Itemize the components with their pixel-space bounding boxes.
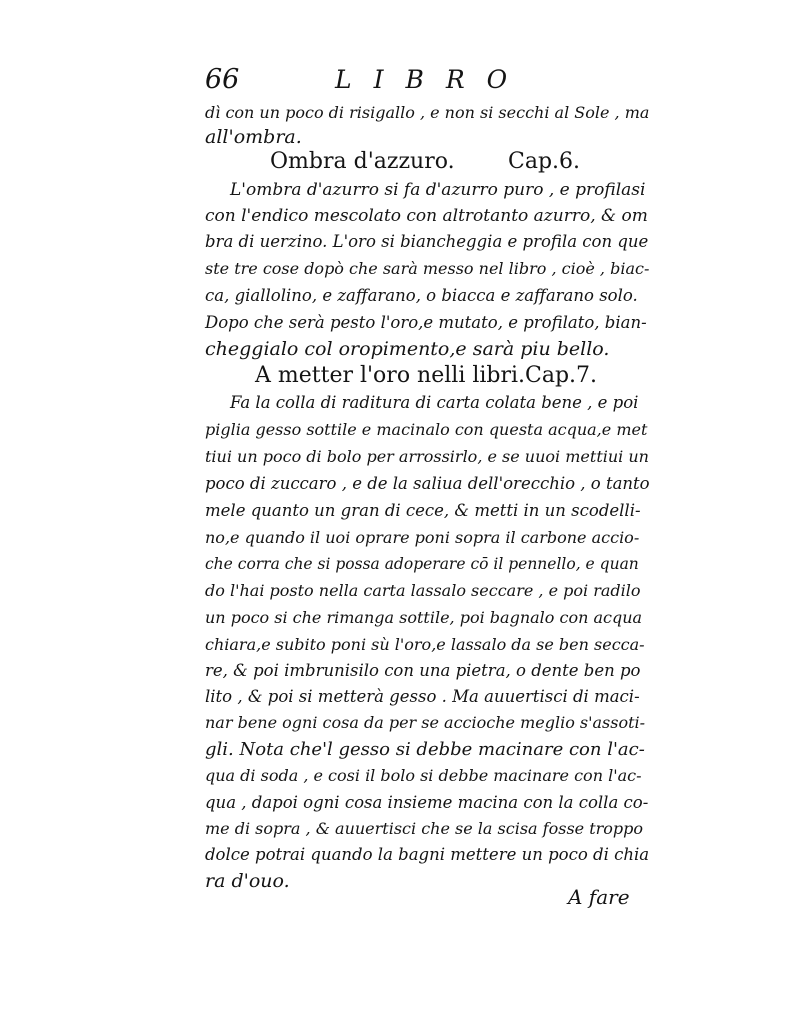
chapter-heading	[255, 362, 598, 390]
text-line: che corra che si possa adoperare cō il pennello, e quan	[205, 555, 639, 573]
text-line: ca, giallolino, e zaffarano, o biacca e zaffarano solo.	[205, 286, 638, 305]
text-line: me di sopra , & auuertisci che se la scisa fosse troppo	[205, 819, 644, 838]
chapter-heading	[270, 148, 590, 176]
text-line: mele quanto un gran di cece, & metti in un scodelli-	[205, 501, 641, 520]
text-line: qua , dapoi ogni cosa insieme macina con la colla co-	[205, 793, 649, 812]
text-line: L'ombra d'azurro si fa d'azurro puro , e profilasi	[230, 180, 646, 200]
text-line: poco di zuccaro , e de la saliua dell'orecchio , o tanto	[205, 474, 650, 493]
catchword: A fare	[568, 885, 630, 909]
text-line: Dopo che serà pesto l'oro,e mutato, e profilato, bian-	[205, 313, 647, 332]
text-line: con l'endico mescolato con altrotanto azurro, & om	[205, 206, 648, 226]
text-line: qua di soda , e cosi il bolo si debbe macinare con l'ac-	[205, 766, 642, 785]
text-line: piglia gesso sottile e macinalo con questa acqua,e met	[205, 420, 648, 439]
text-line: chiara,e subito poni sù l'oro,e lassalo da se ben secca-	[205, 635, 645, 654]
text-line: gli. Nota che'l gesso si debbe macinare con l'ac-	[205, 739, 645, 760]
text-line: dì con un poco di risigallo , e non si secchi al Sole , ma	[205, 103, 650, 122]
text-line: Fa la colla di raditura di carta colata bene , e poi	[230, 393, 639, 412]
text-line: all'ombra.	[205, 126, 302, 148]
text-line: ra d'ouo.	[205, 870, 290, 892]
text-line: dolce potrai quando la bagni mettere un poco di chia	[205, 845, 650, 864]
text-line: no,e quando il uoi oprare poni sopra il carbone accio-	[205, 528, 640, 547]
text-line: bra di uerzino. L'oro si biancheggia e profila con que	[205, 232, 649, 251]
text-line: tiui un poco di bolo per arrossirlo, e se uuoi mettiui un	[205, 447, 649, 466]
text-line: lito , & poi si metterà gesso . Ma auuertisci di maci-	[205, 687, 640, 706]
chapter-title: A metter l'oro nelli libri.	[255, 363, 526, 388]
chapter-number: Cap.6.	[508, 149, 581, 174]
chapter-title: Ombra d'azzuro.	[270, 149, 455, 174]
text-line: re, & poi imbrunisilo con una pietra, o dente ben po	[205, 661, 641, 680]
text-line: nar bene ogni cosa da per se accioche meglio s'assoti-	[205, 713, 646, 732]
page-number: 66	[205, 64, 240, 95]
running-title: LIBRO	[335, 65, 530, 94]
chapter-number: Cap.7.	[525, 363, 598, 388]
text-line: cheggialo col oropimento,e sarà piu bello.	[205, 338, 610, 360]
text-line: ste tre cose dopò che sarà messo nel libro , cioè , biac-	[205, 259, 650, 278]
text-line: un poco si che rimanga sottile, poi bagnalo con acqua	[205, 608, 643, 627]
text-line: do l'hai posto nella carta lassalo seccare , e poi radilo	[205, 581, 641, 600]
running-head	[205, 62, 545, 98]
